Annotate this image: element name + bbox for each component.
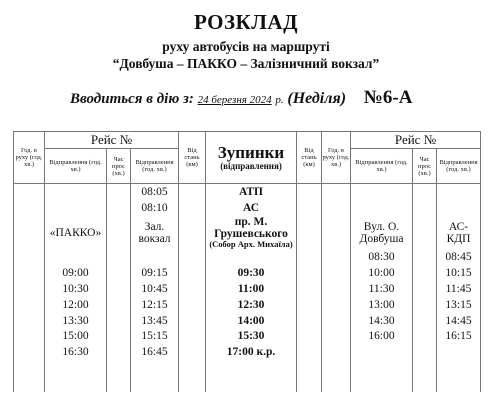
travel-left-cell (107, 376, 131, 392)
table-row (14, 344, 481, 360)
distance-right-cell (297, 184, 322, 200)
travel-left-cell (107, 313, 131, 329)
distance-left-cell (179, 281, 206, 297)
departure2-right-cell: 08:45 (437, 250, 481, 266)
stop-cell (206, 313, 297, 329)
distance-right-cell (297, 250, 322, 266)
stops-header (206, 132, 297, 184)
distance-left-cell (179, 329, 206, 345)
distance-right-cell (297, 216, 322, 250)
travel-right-cell (413, 200, 437, 216)
col-departure2-left: Відправлення (год. хв.) (131, 149, 179, 184)
schedule-subtitle: руху автобусів на маршруті (162, 39, 330, 54)
departure2-left-cell: 10:45 (131, 281, 179, 297)
departure-right-cell: 13:00 (351, 297, 413, 313)
travel-left-cell (107, 216, 131, 250)
travel-left-cell (107, 281, 131, 297)
hours-right-cell (322, 329, 351, 345)
travel-left-cell (107, 344, 131, 360)
travel-right-cell (413, 360, 437, 376)
distance-right-cell (297, 344, 322, 360)
departure-right-cell (351, 360, 413, 376)
distance-right-cell (297, 376, 322, 392)
stops-title: Зупинки (217, 143, 285, 162)
stop-name: 09:30 (237, 267, 265, 280)
departure2-right-cell (437, 376, 481, 392)
departure2-left-cell: 08:05 (131, 184, 179, 200)
departure-left-cell: «ПАККО» (45, 216, 107, 250)
departure-left-cell (45, 200, 107, 216)
departure2-right-cell: 14:45 (437, 313, 481, 329)
table-row (14, 360, 481, 376)
distance-left-cell (179, 297, 206, 313)
stop-name: 17:00 к.р. (226, 346, 276, 359)
effective-date: 24 березня 2024 (197, 94, 272, 106)
hours-right-cell (322, 184, 351, 200)
stop-cell (206, 200, 297, 216)
hours-right-cell (322, 313, 351, 329)
travel-left-cell (107, 184, 131, 200)
route-number: №6-А (363, 87, 413, 108)
col-distance-left: Від стань (км) (179, 132, 206, 184)
stop-name: 11:00 (237, 283, 265, 296)
col-departure-left: Відправлення (год. хв.) (45, 149, 107, 184)
stop-cell (206, 216, 297, 250)
table-row (14, 297, 481, 313)
departure2-left-cell: 15:15 (131, 329, 179, 345)
table-row (14, 216, 481, 250)
table-row (14, 281, 481, 297)
distance-left-cell (179, 360, 206, 376)
distance-left-cell (179, 250, 206, 266)
departure2-left-cell (131, 376, 179, 392)
effective-date-line (70, 87, 412, 109)
stop-cell (206, 344, 297, 360)
stop-name: 14:00 (237, 314, 265, 327)
col-distance-right: Від стань (км) (297, 132, 322, 184)
stop-cell (206, 376, 297, 392)
departure2-left-cell: 08:10 (131, 200, 179, 216)
hours-left-cell (14, 281, 45, 297)
departure-left-cell: 09:00 (45, 265, 107, 281)
col-hours-right: Год. в руху (год. хв.) (322, 132, 351, 184)
departure2-right-cell: 13:15 (437, 297, 481, 313)
hours-left-cell (14, 265, 45, 281)
hours-right-cell (322, 250, 351, 266)
stop-cell (206, 184, 297, 200)
departure2-right-cell: 11:45 (437, 281, 481, 297)
departure2-left-cell: 09:15 (131, 265, 179, 281)
departure-right-cell (351, 200, 413, 216)
distance-left-cell (179, 265, 206, 281)
departure2-right-cell (437, 344, 481, 360)
departure-right-cell: 08:30 (351, 250, 413, 266)
departure2-right-cell (437, 200, 481, 216)
stop-cell (206, 281, 297, 297)
hours-right-cell (322, 200, 351, 216)
distance-right-cell (297, 329, 322, 345)
distance-right-cell (297, 281, 322, 297)
travel-left-cell (107, 360, 131, 376)
hours-left-cell (14, 344, 45, 360)
schedule-title: РОЗКЛАД (193, 10, 299, 34)
travel-right-cell (413, 297, 437, 313)
stop-cell (206, 329, 297, 345)
effective-label: Вводиться в дію з: (70, 91, 194, 107)
hours-left-cell (14, 360, 45, 376)
distance-right-cell (297, 200, 322, 216)
departure-left-cell: 16:30 (45, 344, 107, 360)
hours-left-cell (14, 376, 45, 392)
stop-name: АТП (239, 185, 263, 198)
hours-right-cell (322, 376, 351, 392)
stop-note: (Собор Арх. Михаїла) (209, 239, 293, 250)
travel-right-cell (413, 344, 437, 360)
travel-right-cell (413, 376, 437, 392)
departure2-right-cell (437, 360, 481, 376)
stop-cell (206, 297, 297, 313)
hours-left-cell (14, 216, 45, 250)
stop-name: пр. М. Грушевського (214, 216, 288, 241)
distance-left-cell (179, 313, 206, 329)
hours-left-cell (14, 200, 45, 216)
stop-name: АС (242, 201, 260, 214)
hours-right-cell (322, 216, 351, 250)
col-departure2-right: Відправлення (год. хв.) (437, 149, 481, 184)
departure-right-cell: 16:00 (351, 329, 413, 345)
travel-left-cell (107, 200, 131, 216)
reis-right-header: Рейс № (351, 132, 481, 149)
table-row (14, 376, 481, 392)
departure-right-cell: 14:30 (351, 313, 413, 329)
day-of-week: (Неділя) (287, 90, 347, 107)
hours-right-cell (322, 344, 351, 360)
distance-left-cell (179, 184, 206, 200)
departure-right-cell: 10:00 (351, 265, 413, 281)
departure2-right-cell: 10:15 (437, 265, 481, 281)
hours-left-cell (14, 313, 45, 329)
table-row (14, 250, 481, 266)
travel-left-cell (107, 265, 131, 281)
col-travel-right: Час прос (хв.) (413, 149, 437, 184)
travel-left-cell (107, 250, 131, 266)
route-name: “Довбуша – ПАККО – Залізничний вокзал” (112, 56, 380, 71)
departure2-left-cell (131, 360, 179, 376)
distance-left-cell (179, 200, 206, 216)
stop-cell (206, 360, 297, 376)
departure2-right-cell (437, 184, 481, 200)
departure-right-cell: 11:30 (351, 281, 413, 297)
hours-left-cell (14, 250, 45, 266)
departure-left-cell (45, 184, 107, 200)
travel-right-cell (413, 329, 437, 345)
departure-left-cell (45, 250, 107, 266)
col-travel-left: Час прос (хв.) (107, 149, 131, 184)
departure2-left-cell: 16:45 (131, 344, 179, 360)
hours-left-cell (14, 297, 45, 313)
departure-left-cell (45, 360, 107, 376)
hours-right-cell (322, 297, 351, 313)
schedule-body (14, 184, 481, 392)
hours-right-cell (322, 265, 351, 281)
departure-right-cell (351, 344, 413, 360)
col-departure-right: Відправлення (год. хв.) (351, 149, 413, 184)
table-row (14, 200, 481, 216)
departure-left-cell: 15:00 (45, 329, 107, 345)
table-row (14, 265, 481, 281)
stops-subtitle: (відправлення) (220, 161, 282, 171)
stop-cell (206, 250, 297, 266)
reis-left-header: Рейс № (45, 132, 179, 149)
travel-right-cell (413, 281, 437, 297)
stop-name: 15:30 (237, 330, 265, 343)
departure2-left-cell: Зал. вокзал (131, 216, 179, 250)
travel-right-cell (413, 184, 437, 200)
hours-left-cell (14, 329, 45, 345)
departure-right-cell: Вул. О. Довбуша (351, 216, 413, 250)
travel-right-cell (413, 265, 437, 281)
travel-right-cell (413, 216, 437, 250)
departure2-right-cell: АС-КДП (437, 216, 481, 250)
hours-right-cell (322, 360, 351, 376)
stop-name: 12:30 (237, 298, 265, 311)
hours-right-cell (322, 281, 351, 297)
departure-right-cell (351, 376, 413, 392)
effective-year-suffix: р. (275, 94, 284, 106)
departure2-left-cell: 12:15 (131, 297, 179, 313)
departure2-left-cell (131, 250, 179, 266)
distance-right-cell (297, 265, 322, 281)
departure-left-cell: 12:00 (45, 297, 107, 313)
distance-left-cell (179, 216, 206, 250)
departure-left-cell: 10:30 (45, 281, 107, 297)
departure-left-cell: 13:30 (45, 313, 107, 329)
distance-left-cell (179, 376, 206, 392)
stop-cell (206, 265, 297, 281)
departure-right-cell (351, 184, 413, 200)
distance-right-cell (297, 313, 322, 329)
travel-right-cell (413, 250, 437, 266)
distance-right-cell (297, 360, 322, 376)
departure2-left-cell: 13:45 (131, 313, 179, 329)
travel-left-cell (107, 329, 131, 345)
header-row-1 (14, 132, 481, 149)
travel-right-cell (413, 313, 437, 329)
hours-left-cell (14, 184, 45, 200)
col-hours-left: Год. в руху (год. хв.) (14, 132, 45, 184)
departure-left-cell (45, 376, 107, 392)
table-row (14, 329, 481, 345)
schedule-table (13, 131, 481, 392)
distance-right-cell (297, 297, 322, 313)
table-row (14, 313, 481, 329)
departure2-right-cell: 16:15 (437, 329, 481, 345)
distance-left-cell (179, 344, 206, 360)
table-row (14, 184, 481, 200)
travel-left-cell (107, 297, 131, 313)
